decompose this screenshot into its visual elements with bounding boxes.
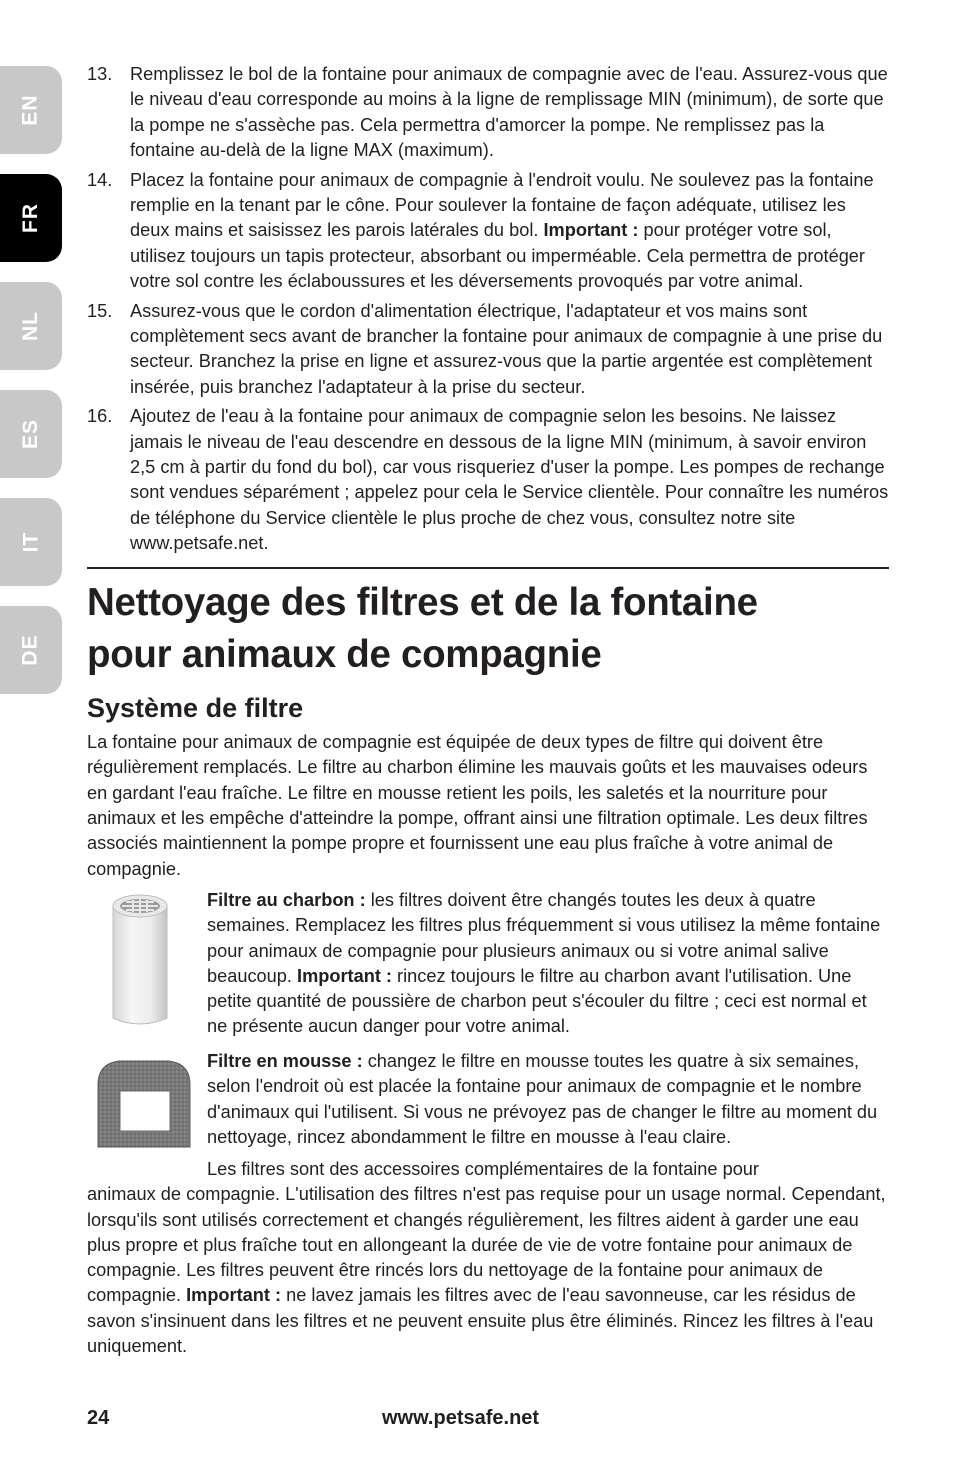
step-item [87,168,889,294]
subsection-title: Système de filtre [87,693,304,724]
page-number: 24 [87,1407,110,1429]
lang-tab-de[interactable] [0,606,62,694]
steps-list [87,62,889,556]
page-content [87,62,889,1359]
closing-text: animaux de compagnie. L'utilisation des filtres n'est pas requise pour un usage normal. Cependant, lorsqu'ils sont utilisés correctement et changés régulièrement, les filtres aident à garder une eau plus propre et plus fraîche tout en allongeant la durée de vie de votre fontaine pour animaux de compagnie. Les filtres peuvent être rincés lors du nettoyage de la fontaine pour animaux de compagnie. [87,1184,886,1306]
important-label: Important : [186,1285,282,1306]
lang-tab-label: FR [19,203,42,233]
step-text: Assurez-vous que le cordon d'alimentation électrique, l'adaptateur et vos mains sont complètement secs avant de brancher la fontaine pour animaux de compagnie à une prise du secteur. Branchez la prise en ligne et assurez-vous que la partie argentée est complètement insérée, puis branchez l'adaptateur à la prise du secteur. [130,300,883,397]
charcoal-filter-image [87,888,207,1043]
lang-tab-nl[interactable] [0,282,62,370]
section-divider [87,567,889,569]
foam-filter-section [87,1049,889,1154]
step-text-block [130,168,889,294]
section-title-line: pour animaux de compagnie [87,633,602,677]
charcoal-filter-text [207,888,889,1043]
closing-paragraph [87,1157,889,1359]
step-number: 13. [87,64,113,84]
lang-tab-es[interactable] [0,390,62,478]
foam-filter-label: Filtre en mousse : [207,1050,363,1071]
step-item [87,62,889,163]
important-label: Important : [543,220,639,241]
important-text: rincez toujours le filtre au charbon avant l'utilisation. Une petite quantité de poussière de charbon peut s'écouler du filtre ; ceci est normal et ne présente aucun danger pour votre animal. [207,965,867,1037]
lang-tab-it[interactable] [0,498,62,586]
important-text: ne lavez jamais les filtres avec de l'eau savonneuse, car les résidus de savon s'insinuent dans les filtres et ne peuvent ensuite plus être éliminés. Rincez les filtres à l'eau uniquement. [87,1285,874,1356]
step-number: 14. [87,169,113,190]
step-text: Placez la fontaine pour animaux de compagnie à l'endroit voulu. Ne soulevez pas la fontaine remplie en la tenant par le cône. Pour soulever la fontaine de façon adéquate, utilisez les deux mains et saisissez les parois latérales du bol. [130,169,874,241]
foam-filter-desc: changez le filtre en mousse toutes les quatre à six semaines, selon l'endroit où est placée la fontaine pour animaux de compagnie et le nombre d'animaux qui l'utilisent. Si vous ne prévoyez pas de changer le filtre au moment du nettoyage, rincez abondamment le filtre en mousse à l'eau claire. [207,1050,878,1147]
closing-first-line: Les filtres sont des accessoires complémentaires de la fontaine pour [207,1158,759,1179]
lang-tab-fr[interactable] [0,174,62,262]
important-label: Important : [297,965,392,986]
charcoal-filter-label: Filtre au charbon : [207,889,366,910]
charcoal-filter-desc: les filtres doivent être changés toutes les deux à quatre semaines. Remplacez les filtres plus fréquemment si vous utilisez la même fontaine pour animaux de compagnie pour plusieurs animaux ou si votre animal salive beaucoup. [207,889,881,986]
step-text: Ajoutez de l'eau à la fontaine pour animaux de compagnie selon les besoins. Ne laissez jamais le niveau de l'eau descendre en dessous de la ligne MIN (minimum, à savoir environ 2,5 cm à partir du fond du bol), car vous risqueriez d'user la pompe. Les pompes de rechange sont vendues séparément ; appelez pour cela le Service clientèle. Pour connaître les numéros de téléphone du Service clientèle le plus proche de chez vous, consultez notre site www.petsafe.net. [130,406,889,553]
step-item [87,404,889,556]
step-number: 16. [87,406,113,427]
lang-tab-label: NL [19,311,42,341]
important-text: pour protéger votre sol, utilisez toujours un tapis protecteur, absorbant ou imperméable. Cela permettra de protéger votre sol contre les éclaboussures et les déversements provoqués par votre animal. [130,220,865,291]
charcoal-filter-section [87,888,889,1043]
lang-tab-label: ES [18,418,42,450]
section-title [87,577,889,681]
intro-paragraph: La fontaine pour animaux de compagnie est équipée de deux types de filtre qui doivent être régulièrement remplacés. Le filtre au charbon élimine les mauvais goûts et les mauvaises odeurs en gardant l'eau fraîche. Le filtre en mousse retient les poils, les saletés et la nourriture pour animaux et les empêche d'atteindre la pompe, offrant ainsi une filtration optimale. Les deux filtres associés maintiennent la pompe propre et fournissent une eau plus fraîche à votre animal de compagnie. [87,732,868,879]
lang-tab-en[interactable] [0,66,62,154]
lang-tab-label: IT [18,531,42,553]
footer-website[interactable]: www.petsafe.net [382,1407,540,1429]
section-title-line: Nettoyage des filtres et de la fontaine [87,581,758,625]
foam-filter-text [207,1049,889,1154]
step-number: 15. [87,300,113,321]
step-item [87,299,889,400]
step-text: Remplissez le bol de la fontaine pour animaux de compagnie avec de l'eau. Assurez-vous que le niveau d'eau corresponde au moins à la ligne de remplissage MIN (minimum), de sorte que la pompe ne s'assèche pas. Cela permettra d'amorcer la pompe. Ne remplissez pas la fontaine au-delà de la ligne MAX (maximum). [130,64,888,160]
lang-tab-label: EN [19,94,42,126]
lang-tab-label: DE [19,634,42,666]
foam-filter-image [87,1049,207,1154]
